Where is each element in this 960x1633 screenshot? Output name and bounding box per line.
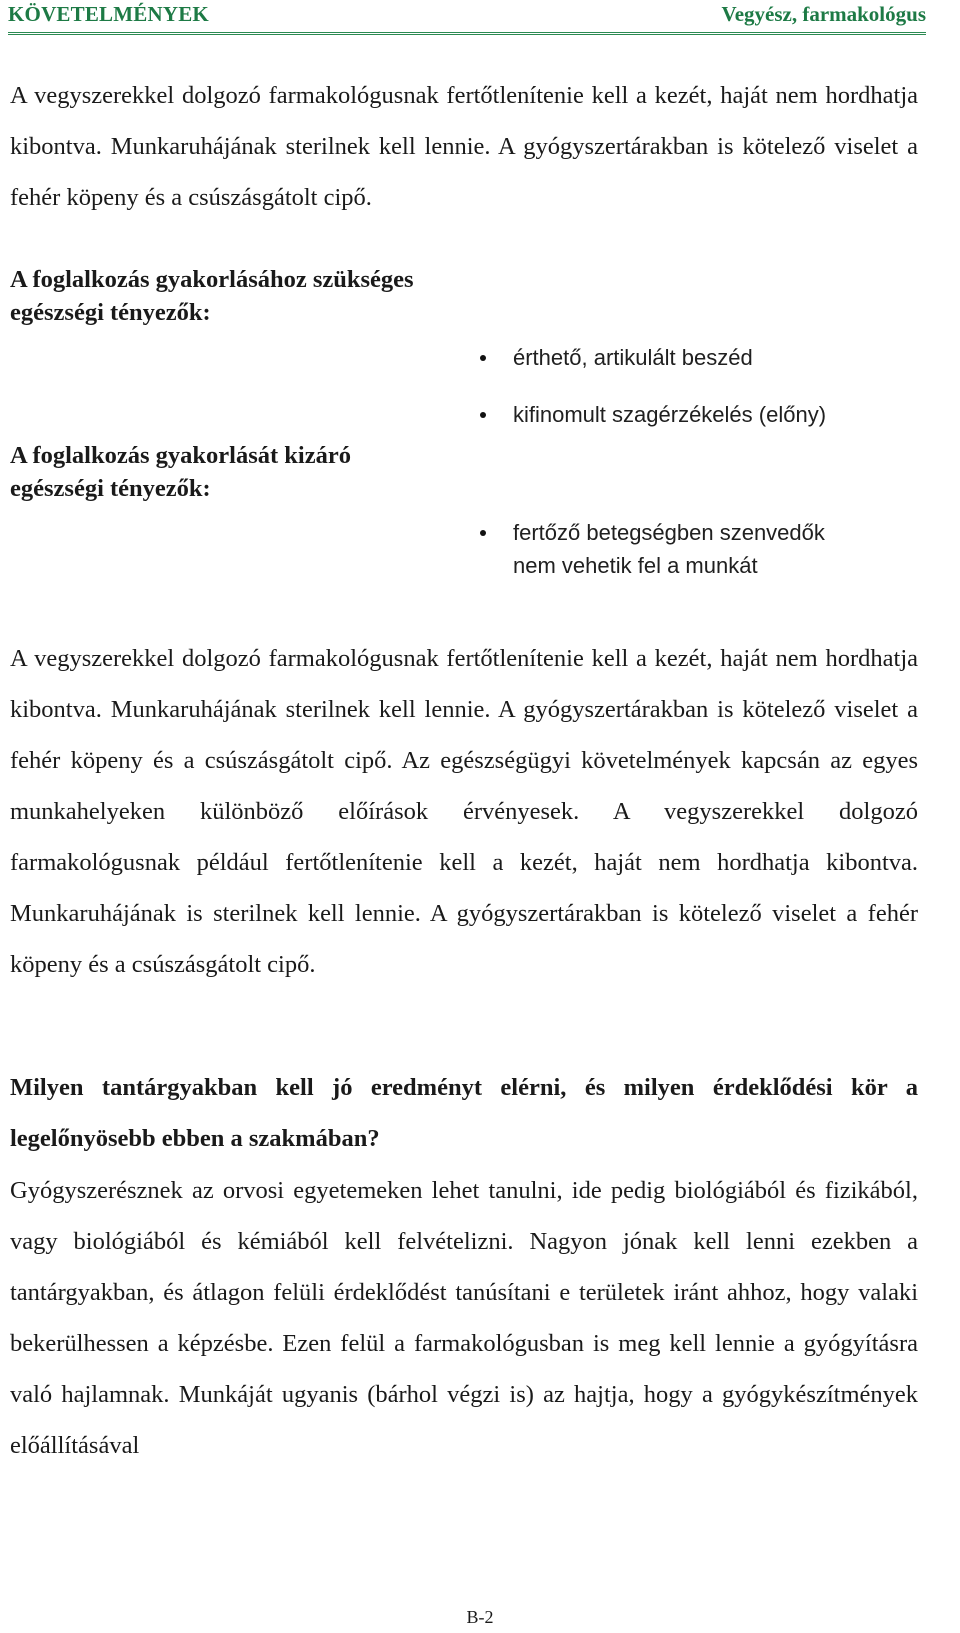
header-section-title: KÖVETELMÉNYEK (8, 2, 209, 26)
page-number: B-2 (466, 1607, 494, 1627)
list-item-text: kifinomult szagérzékelés (előny) (513, 402, 827, 427)
page-header (8, 2, 926, 30)
intro-paragraph: A vegyszerekkel dolgozó farmakológusnak fertőtlenítenie kell a kezét, haját nem hordhatja kibontva. Munkaruhájának sterilnek kell lennie. A gyógyszertárakban is kötelező viselet a fehér köpeny és a csúszásgátolt cipő. (10, 82, 918, 211)
bullet-icon (480, 412, 486, 418)
bullet-icon (480, 530, 486, 536)
health-requirements-paragraph: A vegyszerekkel dolgozó farmakológusnak fertőtlenítenie kell a kezét, haját nem hordhatja kibontva. Munkaruhájának sterilnek kell lennie. A gyógyszertárakban is kötelező viselet a fehér köpeny és a csúszásgátolt cipő. Az egészségügyi követelmények kapcsán az egyes munkahelyeken különböző előírások érvényesek. A vegyszerekkel dolgozó farmakológusnak például fertőtlenítenie kell a kezét, haját nem hordhatja kibontva. Munkaruhájának is sterilnek kell lennie. A gyógyszertárakban is kötelező viselet a fehér köpeny és a csúszásgátolt cipő. (10, 645, 918, 978)
header-profession-title: Vegyész, farmakológus (721, 2, 926, 26)
list-item-text: érthető, artikulált beszéd (513, 345, 753, 370)
header-divider (8, 32, 926, 35)
required-health-factors-label: A foglalkozás gyakorlásához szükséges egészségi tényezők: (10, 266, 414, 326)
bullet-icon (480, 355, 486, 361)
section-question-heading: Milyen tantárgyakban kell jó eredményt elérni, és milyen érdeklődési kör a legelőnyösebb ebben a szakmában? (10, 1074, 918, 1152)
list-item-text: fertőző betegségben szenvedők nem vehetik fel a munkát (513, 520, 825, 578)
excluding-health-factors-label: A foglalkozás gyakorlását kizáró egészségi tényezők: (10, 442, 351, 502)
answer-paragraph: Gyógyszerésznek az orvosi egyetemeken lehet tanulni, ide pedig biológiából és fizikából, vagy biológiából és kémiából kell felvételizni. Nagyon jónak kell lenni ezekben a tantárgyakban, és átlagon felüli érdeklődést tanúsítani e területek iránt ahhoz, hogy valaki bekerülhessen a képzésbe. Ezen felül a farmakológusban is meg kell lennie a gyógyításra való hajlamnak. Munkáját ugyanis (bárhol végzi is) az hajtja, hogy a gyógykészítmények előállításával (10, 1177, 918, 1459)
list-item (480, 516, 860, 582)
list-item (480, 341, 920, 374)
list-item (480, 398, 920, 431)
